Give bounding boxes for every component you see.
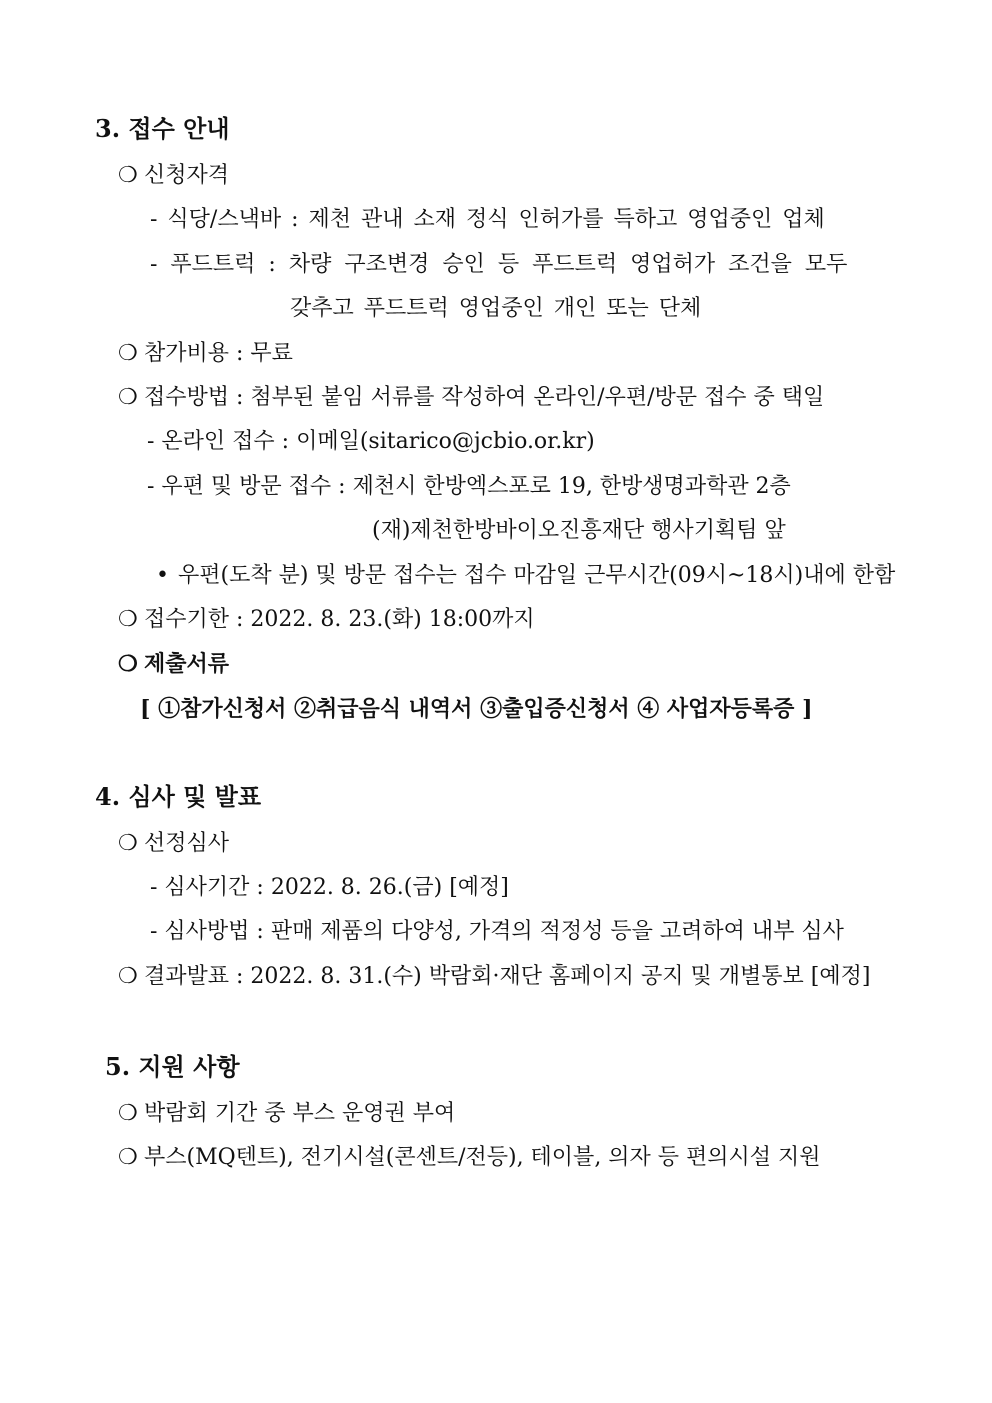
- method-mail: - 우편 및 방문 접수 : 제천시 한방엑스포로 19, 한방생명과학관 2층: [147, 474, 791, 499]
- method-head: 접수방법 : 첨부된 붙임 서류를 작성하여 온라인/우편/방문 접수 중 택일: [144, 385, 825, 410]
- docs-item: [118, 649, 229, 679]
- bullet-icon: •: [156, 563, 169, 588]
- review-head: 선정심사: [144, 831, 230, 856]
- method-note: [156, 561, 895, 591]
- circle-bullet-icon: ❍: [118, 964, 138, 989]
- circle-bullet-icon: ❍: [118, 1101, 138, 1126]
- qualification-item: [118, 161, 229, 191]
- docs-list: [ ①참가신청서 ②취급음식 내역서 ③출입증신청서 ④ 사업자등록증 ]: [140, 696, 813, 722]
- review-method: - 심사방법 : 판매 제품의 다양성, 가격의 적정성 등을 고려하여 내부 심사: [150, 919, 844, 944]
- method-item: [118, 383, 824, 413]
- fee-text: 참가비용 : 무료: [144, 341, 293, 366]
- deadline-text: 접수기한 : 2022. 8. 23.(화) 18:00까지: [144, 607, 535, 632]
- section-4-title: 4. 심사 및 발표: [95, 782, 262, 811]
- section-5-title: 5. 지원 사항: [105, 1052, 240, 1081]
- section-3-title: 3. 접수 안내: [95, 114, 230, 143]
- circle-bullet-icon: ❍: [118, 651, 138, 677]
- fee-item: [118, 339, 293, 369]
- support-item: [118, 1143, 821, 1173]
- qualification-head: 신청자격: [144, 163, 230, 188]
- qualification-foodtruck-cont: 갖추고 푸드트럭 영업중인 개인 또는 단체: [290, 296, 702, 321]
- circle-bullet-icon: ❍: [118, 831, 138, 856]
- method-note-text: 우편(도착 분) 및 방문 접수는 접수 마감일 근무시간(09시~18시)내에 한함: [178, 563, 896, 588]
- circle-bullet-icon: ❍: [118, 1145, 138, 1170]
- support-text-1: 박람회 기간 중 부스 운영권 부여: [144, 1101, 456, 1126]
- circle-bullet-icon: ❍: [118, 163, 138, 188]
- review-item: [118, 829, 229, 859]
- announce-item: [118, 962, 870, 992]
- support-text-2: 부스(MQ텐트), 전기시설(콘센트/전등), 테이블, 의자 등 편의시설 지원: [144, 1145, 821, 1170]
- announce-text: 결과발표 : 2022. 8. 31.(수) 박람회·재단 홈페이지 공지 및 개별통보 [예정]: [144, 964, 871, 989]
- circle-bullet-icon: ❍: [118, 385, 138, 410]
- support-item: [118, 1099, 455, 1129]
- review-period: - 심사기간 : 2022. 8. 26.(금) [예정]: [150, 875, 509, 900]
- qualification-restaurant: - 식당/스낵바 : 제천 관내 소재 정식 인허가를 득하고 영업중인 업체: [150, 207, 825, 232]
- circle-bullet-icon: ❍: [118, 607, 138, 632]
- method-online: - 온라인 접수 : 이메일(sitarico@jcbio.or.kr): [147, 429, 595, 454]
- qualification-foodtruck: - 푸드트럭 : 차량 구조변경 승인 등 푸드트럭 영업허가 조건을 모두: [150, 252, 848, 277]
- docs-head: 제출서류: [144, 651, 230, 677]
- method-mail-cont: (재)제천한방바이오진흥재단 행사기획팀 앞: [372, 518, 786, 543]
- deadline-item: [118, 605, 535, 635]
- circle-bullet-icon: ❍: [118, 341, 138, 366]
